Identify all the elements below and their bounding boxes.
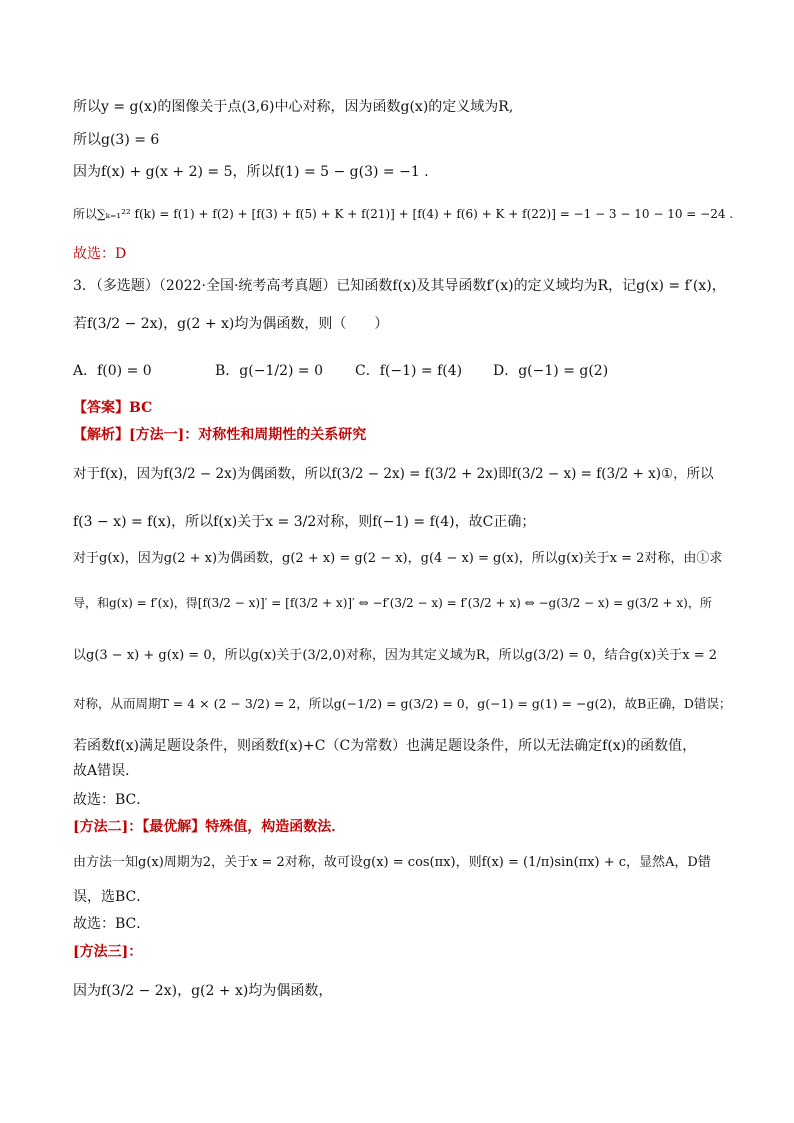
method-three-line-1: 因为f(3/2 − 2x)，g(2 + x)均为偶函数，	[73, 983, 333, 999]
option-c: C．f(−1) = f(4)	[355, 363, 463, 379]
analysis-conclusion-1: 故选：BC．	[73, 792, 151, 808]
option-d: D．g(−1) = g(2)	[493, 363, 609, 379]
solution-line-3: 因为f(x) + g(x + 2) = 5，所以f(1) = 5 − g(3) = −1 .	[73, 164, 429, 180]
option-b: B．g(−1/2) = 0	[215, 363, 323, 379]
answer-choice-line: 故选：D	[73, 246, 127, 262]
method-one-heading: 【解析】[方法一]：对称性和周期性的关系研究	[73, 427, 367, 443]
analysis-line-2: f(3 − x) = f(x)，所以f(x)关于x = 3/2对称，则f(−1) = f(4)，故C正确；	[73, 514, 536, 530]
analysis-line-7: 若函数f(x)满足题设条件，则函数f(x)+C（C为常数）也满足题设条件，所以无法确定f(x)的函数值，	[73, 738, 697, 754]
method-two-heading: [方法二]：【最优解】特殊值，构造函数法．	[73, 819, 346, 835]
analysis-line-3: 对于g(x)，因为g(2 + x)为偶函数，g(2 + x) = g(2 − x)，g(4 − x) = g(x)，所以g(x)关于x = 2对称，由①求	[73, 551, 723, 566]
method-two-line-2: 误，选BC．	[73, 889, 151, 905]
answer-heading: 【答案】BC	[73, 400, 153, 416]
analysis-conclusion-2: 故选：BC．	[73, 916, 151, 932]
problem-3-condition: 若f(3/2 − 2x)，g(2 + x)均为偶函数，则（ ）	[73, 316, 389, 332]
method-two-line-1: 由方法一知g(x)周期为2，关于x = 2对称，故可设g(x) = cos(πx)，则f(x) = (1/π)sin(πx) + c，显然A，D错	[73, 855, 711, 870]
summation-line: 所以∑ₖ₌₁²² f(k) = f(1) + f(2) + [f(3) + f(5) + K + f(21)] + [f(4) + f(6) + K + f(22)] = −1 − 3 − 10 − 10 = −24 .	[73, 207, 734, 221]
problem-3-statement: 3．（多选题）（2022·全国·统考高考真题）已知函数f(x)及其导函数f′(x)的定义域均为R，记g(x) = f′(x)，	[73, 278, 726, 294]
analysis-line-1: 对于f(x)，因为f(3/2 − 2x)为偶函数，所以f(3/2 − 2x) = f(3/2 + 2x)即f(3/2 − x) = f(3/2 + x)①，所以	[73, 466, 714, 482]
option-a: A．f(0) = 0	[73, 363, 152, 379]
analysis-line-5: 以g(3 − x) + g(x) = 0，所以g(x)关于(3/2,0)对称，因为其定义域为R，所以g(3/2) = 0，结合g(x)关于x = 2	[73, 648, 718, 663]
analysis-line-4: 导，和g(x) = f′(x)，得[f(3/2 − x)]′ = [f(3/2 + x)]′ ⇔ −f′(3/2 − x) = f′(3/2 + x) ⇔ −g(3/2 − x) = g(3/2 + x)，所	[73, 596, 712, 610]
analysis-line-8: 故A错误．	[73, 763, 140, 779]
solution-line-2: 所以g(3) = 6	[73, 132, 160, 148]
method-three-heading: [方法三]：	[73, 944, 143, 960]
analysis-line-6: 对称，从而周期T = 4 × (2 − 3/2) = 2，所以g(−1/2) = g(3/2) = 0，g(−1) = g(1) = −g(2)，故B正确，D错误；	[73, 696, 732, 711]
solution-line-1: 所以y = g(x)的图像关于点(3,6)中心对称，因为函数g(x)的定义域为R,	[73, 99, 514, 115]
option-row	[73, 360, 734, 382]
